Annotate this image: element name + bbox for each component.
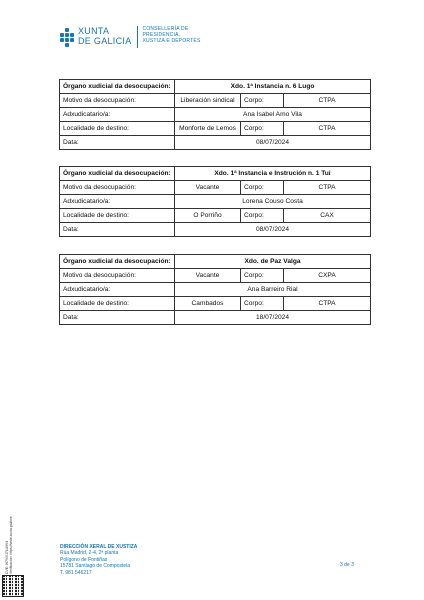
page-footer <box>60 544 137 576</box>
dept-line1: CONSELLERÍA DE <box>142 26 189 32</box>
data-label: Data: <box>60 311 175 325</box>
corpo-label: Corpo: <box>241 269 284 283</box>
corpo-label: Corpo: <box>241 209 284 223</box>
footer-title: DIRECCIÓN XERAL DE XUSTIZA <box>60 544 138 550</box>
page-header <box>60 26 200 48</box>
motivo-label: Motivo da desocupación: <box>60 94 175 108</box>
localidade-value: Cambados <box>175 297 241 311</box>
localidade-label: Localidade de destino: <box>60 122 175 136</box>
verification-text <box>5 516 13 574</box>
footer-phone: T. 981 546217 <box>60 569 92 576</box>
organo-value: Xdo. de Paz Valga <box>175 255 371 269</box>
record-table-3 <box>59 254 371 325</box>
verification-url[interactable]: Verificación: https://sede.xunta.gal/cve <box>9 516 13 574</box>
corpo-label: Corpo: <box>241 94 284 108</box>
data-value: 18/07/2024 <box>175 311 371 325</box>
xunta-logo-icon <box>60 28 74 48</box>
adxudicatario-value: Ana Isabel Amo Vila <box>175 108 371 122</box>
record-table-1 <box>59 79 371 150</box>
corpo-label: Corpo: <box>241 122 284 136</box>
adxudicatario-label: Adxudicatario/a: <box>60 108 175 122</box>
corpo-value: CXPA <box>284 269 371 283</box>
footer-address-line2: Polígono de Fontiñas <box>60 556 108 563</box>
adxudicatario-label: Adxudicatario/a: <box>60 283 175 297</box>
data-label: Data: <box>60 223 175 237</box>
data-value: 08/07/2024 <box>175 136 371 150</box>
footer-address-line1: Rúa Madrid, 2-4, 2ª planta <box>60 550 119 557</box>
corpo-value: CTPA <box>284 94 371 108</box>
organo-label: Órgano xudicial da desocupación: <box>60 167 175 181</box>
department-name <box>143 26 201 44</box>
motivo-value: Vacante <box>175 269 241 283</box>
localidade-label: Localidade de destino: <box>60 209 175 223</box>
qr-code-icon <box>3 576 23 596</box>
corpo-label: Corpo: <box>241 297 284 311</box>
localidade-value: O Porriño <box>175 209 241 223</box>
data-value: 08/07/2024 <box>175 223 371 237</box>
corpo-value: CTPA <box>284 181 371 195</box>
page-number: 3 de 3 <box>340 562 354 568</box>
localidade-value: Monforte de Lemos <box>175 122 241 136</box>
corpo-label: Corpo: <box>241 181 284 195</box>
corpo-value: CAX <box>284 209 371 223</box>
brand-line2: DE GALICIA <box>78 36 132 46</box>
localidade-label: Localidade de destino: <box>60 297 175 311</box>
motivo-value: Vacante <box>175 181 241 195</box>
dept-line2: PRESIDENCIA, <box>142 32 181 38</box>
organo-label: Órgano xudicial da desocupación: <box>60 255 175 269</box>
data-label: Data: <box>60 136 175 150</box>
adxudicatario-value: Lorena Couso Costa <box>175 195 371 209</box>
brand-line1: XUNTA <box>78 26 110 36</box>
motivo-value: Liberación sindical <box>175 94 241 108</box>
record-table-2 <box>59 166 371 237</box>
motivo-label: Motivo da desocupación: <box>60 269 175 283</box>
footer-address-line3: 15781 Santiago de Compostela <box>60 563 131 570</box>
motivo-label: Motivo da desocupación: <box>60 181 175 195</box>
organo-value: Xdo. 1ª Instancia e Instrución n. 1 Tui <box>175 167 371 181</box>
xunta-brand <box>78 26 132 46</box>
corpo-value: CTPA <box>284 122 371 136</box>
dept-line3: XUSTIZA E DEPORTES <box>142 38 201 44</box>
cve-code: CVE: W7ViVJ7LU9V4 <box>5 540 9 574</box>
corpo-value: CTPA <box>284 297 371 311</box>
organo-value: Xdo. 1ª Instancia n. 6 Lugo <box>175 80 371 94</box>
header-divider <box>137 26 138 48</box>
adxudicatario-label: Adxudicatario/a: <box>60 195 175 209</box>
organo-label: Órgano xudicial da desocupación: <box>60 80 175 94</box>
adxudicatario-value: Ana Barreiro Rial <box>175 283 371 297</box>
